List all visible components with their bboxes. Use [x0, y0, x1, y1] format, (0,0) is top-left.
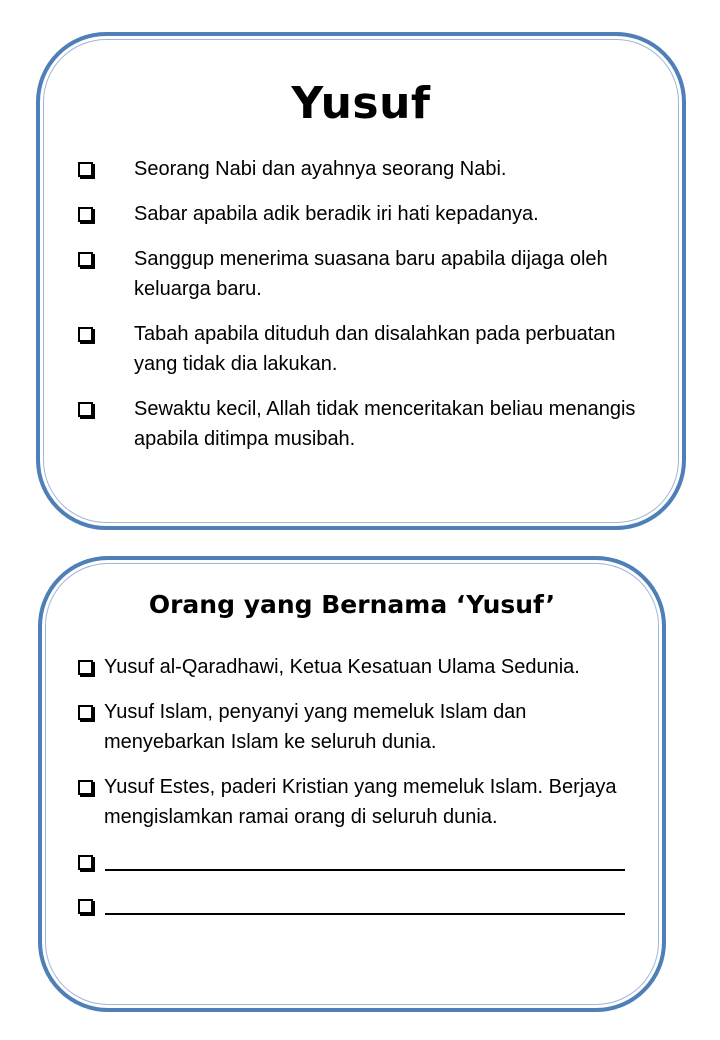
list-item-text: Yusuf al-Qaradhawi, Ketua Kesatuan Ulama Sedunia. [104, 656, 580, 678]
checkbox-icon [78, 252, 93, 267]
list-item [76, 244, 656, 304]
checkbox-icon [78, 327, 93, 342]
list-item-text: Yusuf Islam, penyanyi yang memeluk Islam dan menyebarkan Islam ke seluruh dunia. [104, 701, 527, 753]
list-item [76, 772, 636, 832]
list-item [76, 652, 636, 682]
checkbox-icon [78, 207, 93, 222]
checkbox-icon [78, 705, 93, 720]
checkbox-icon [78, 780, 93, 795]
list-item [76, 199, 656, 229]
checkbox-icon [78, 899, 93, 914]
list-item-text: Seorang Nabi dan ayahnya seorang Nabi. [134, 158, 507, 180]
blank-answer-line[interactable] [105, 869, 625, 871]
checkbox-icon [78, 162, 93, 177]
checkbox-icon [78, 855, 93, 870]
checkbox-icon [78, 660, 93, 675]
list-item-text: Tabah apabila dituduh dan disalahkan pada perbuatan yang tidak dia lakukan. [134, 323, 616, 375]
card-title: Yusuf [291, 78, 431, 129]
traits-list [76, 154, 656, 469]
blank-answer-line[interactable] [105, 913, 625, 915]
list-item-text: Sabar apabila adik beradik iri hati kepadanya. [134, 203, 539, 225]
list-item-text: Sanggup menerima suasana baru apabila dijaga oleh keluarga baru. [134, 248, 608, 300]
list-item [76, 697, 636, 757]
checkbox-icon [78, 402, 93, 417]
blank-answer-item [76, 891, 636, 921]
people-list [76, 652, 636, 935]
list-item [76, 394, 656, 454]
list-item [76, 319, 656, 379]
blank-answer-item [76, 847, 636, 877]
list-item [76, 154, 656, 184]
list-item-text: Yusuf Estes, paderi Kristian yang memeluk Islam. Berjaya mengislamkan ramai orang di seluruh dunia. [104, 776, 617, 828]
yusuf-traits-card [36, 32, 686, 530]
people-named-yusuf-card [38, 556, 666, 1012]
list-item-text: Sewaktu kecil, Allah tidak menceritakan beliau menangis apabila ditimpa musibah. [134, 398, 636, 450]
card-title: Orang yang Bernama ‘Yusuf’ [148, 590, 556, 619]
